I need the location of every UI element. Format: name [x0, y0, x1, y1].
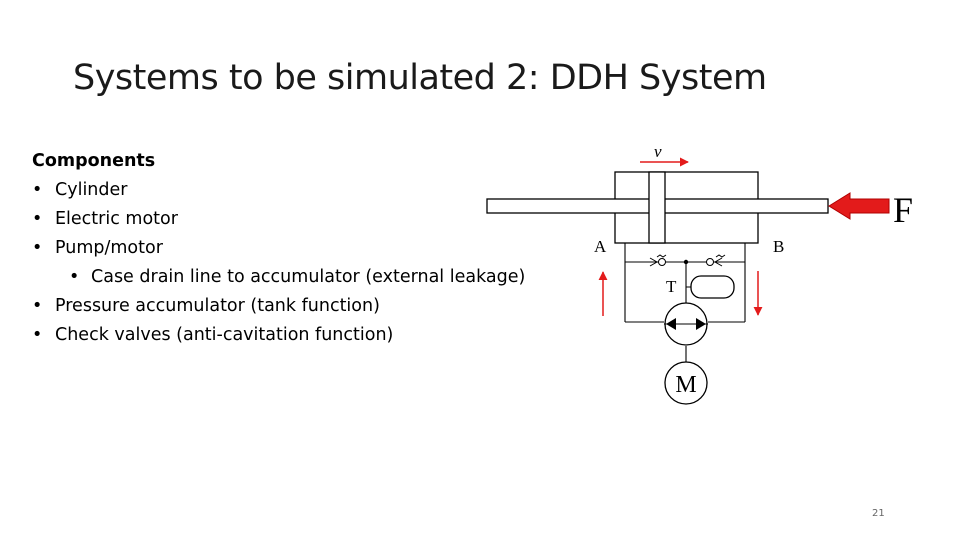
force-arrow — [829, 193, 889, 219]
velocity-label: v — [654, 142, 662, 161]
check-valve-right — [707, 255, 726, 266]
tank-label: T — [666, 277, 677, 296]
bullet-check-valves: • Check valves (anti-cavitation function) — [32, 321, 592, 350]
page-number: 21 — [872, 508, 885, 519]
ddh-system-diagram — [480, 130, 940, 420]
bullet-cylinder: • Cylinder — [32, 176, 592, 205]
sub-bullet-case-drain: • Case drain line to accumulator (external leakage) — [32, 263, 592, 292]
motor-label: M — [675, 372, 697, 398]
piston — [649, 172, 665, 243]
slide-title: Systems to be simulated 2: DDH System — [73, 58, 767, 98]
accumulator — [691, 276, 734, 298]
pump-motor — [664, 303, 708, 345]
bullet-pump-motor: • Pump/motor — [32, 234, 592, 263]
port-b-label: B — [773, 237, 785, 256]
port-a-label: A — [594, 237, 607, 256]
bullet-pressure-accumulator: • Pressure accumulator (tank function) — [32, 292, 592, 321]
bullet-electric-motor: • Electric motor — [32, 205, 592, 234]
junction-node — [684, 260, 688, 264]
components-heading: Components — [32, 151, 156, 171]
check-valve-left — [650, 255, 666, 266]
force-label: F — [893, 190, 914, 230]
